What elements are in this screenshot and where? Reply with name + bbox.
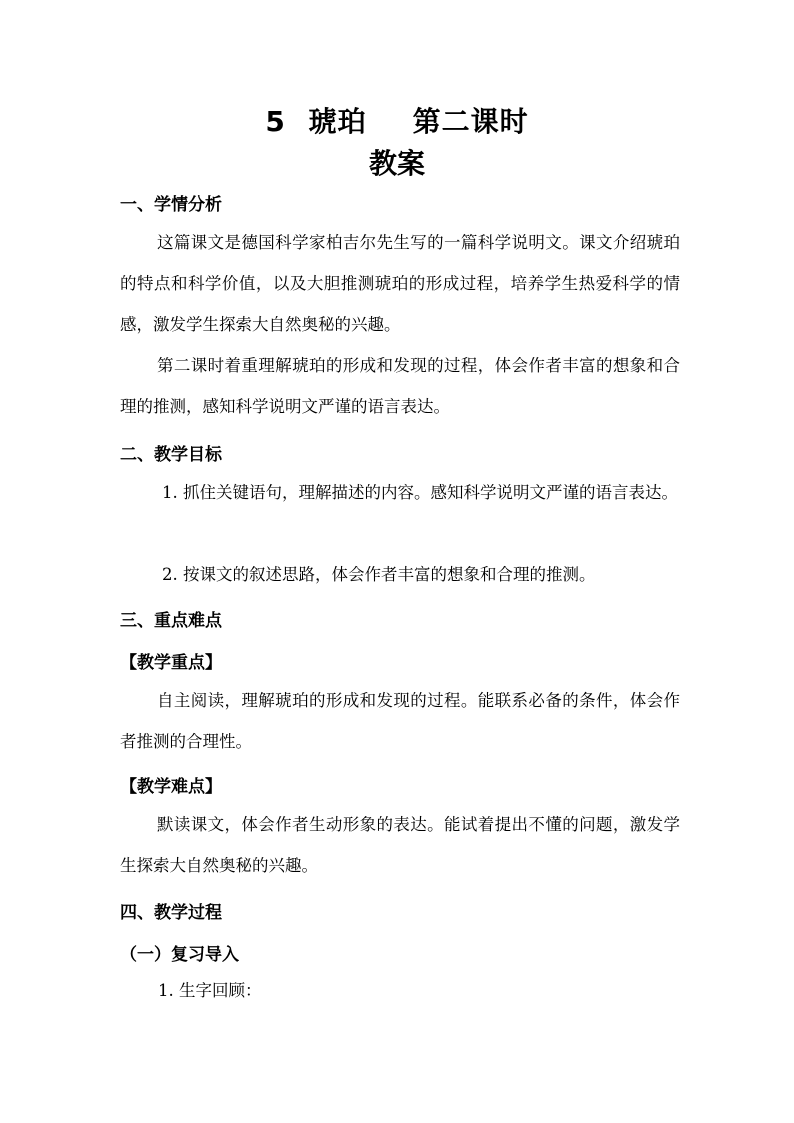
process-subheading-review: （一）复习导入 <box>120 945 239 965</box>
lesson-subtitle: 教案 <box>368 147 425 180</box>
process-item-1: 1. 生字回顾： <box>158 981 262 1000</box>
section-heading-key-points: 三、重点难点 <box>120 611 222 631</box>
analysis-paragraph-2: 第二课时着重理解琥珀的形成和发现的过程，体会作者丰富的想象和合理的推测，感知科学说明文严谨的语言表达。 <box>120 356 680 416</box>
goal-item-2: 2. 按课文的叙述思路，体会作者丰富的想象和合理的推测。 <box>162 565 596 584</box>
key-point-text: 自主阅读，理解琥珀的形成和发现的过程。能联系必备的条件，体会作者推测的合理性。 <box>120 691 680 751</box>
section-heading-analysis: 一、学情分析 <box>120 195 222 215</box>
lesson-number: 5 <box>265 105 286 138</box>
difficulty-label: 【教学难点】 <box>120 777 222 797</box>
difficulty-text: 默读课文，体会作者生动形象的表达。能试着提出不懂的问题，激发学生探索大自然奥秘的兴趣。 <box>120 815 680 875</box>
section-heading-goals: 二、教学目标 <box>120 445 222 465</box>
lesson-title <box>0 100 794 140</box>
section-heading-process: 四、教学过程 <box>120 903 222 923</box>
key-point-label: 【教学重点】 <box>120 653 222 673</box>
goal-item-1: 1. 抓住关键语句，理解描述的内容。感知科学说明文严谨的语言表达。 <box>162 483 678 502</box>
lesson-session: 第二课时 <box>412 105 529 138</box>
analysis-paragraph-1: 这篇课文是德国科学家柏吉尔先生写的一篇科学说明文。课文介绍琥珀的特点和科学价值，以及大胆推测琥珀的形成过程，培养学生热爱科学的情感，激发学生探索大自然奥秘的兴趣。 <box>120 233 680 334</box>
lesson-name: 琥珀 <box>308 105 367 138</box>
